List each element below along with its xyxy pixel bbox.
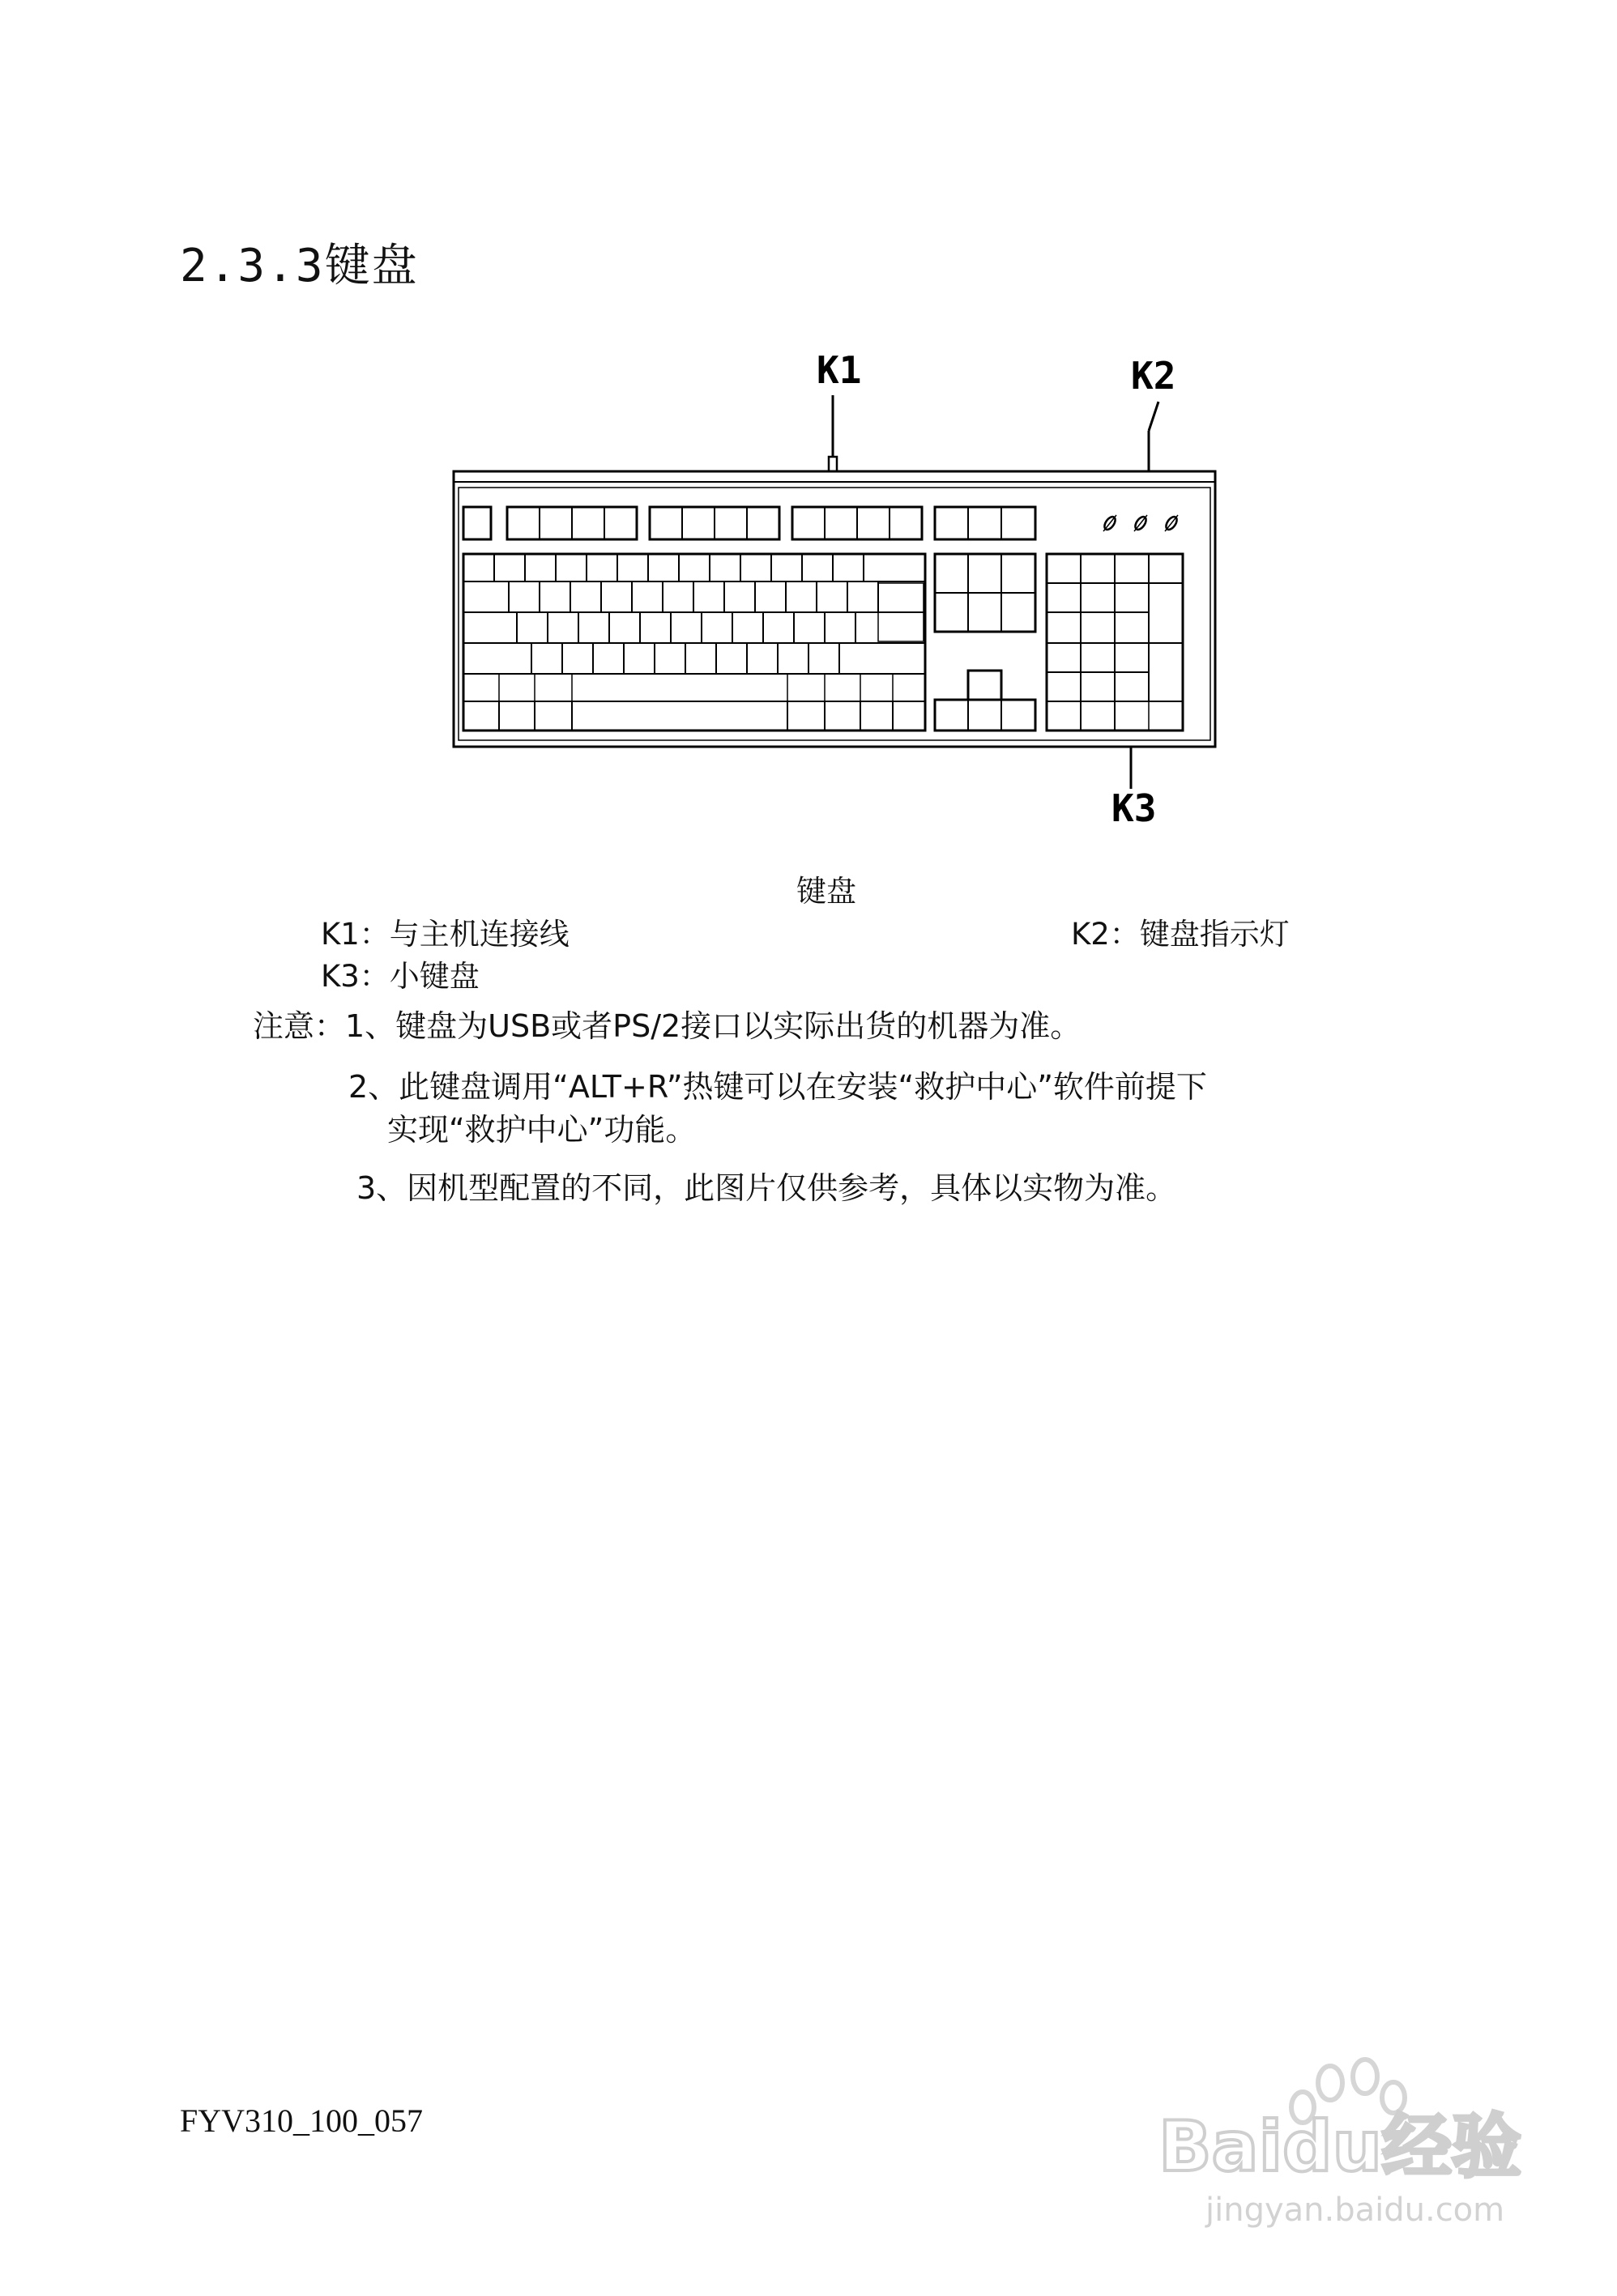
document-code: FYV310_100_057 — [180, 2102, 424, 2139]
watermark-brand: Baidu经验 — [1158, 2106, 1521, 2187]
note-1: 注意：1、键盘为USB或者PS/2接口以实际出货的机器为准。 — [253, 1008, 1082, 1044]
watermark-url: jingyan.baidu.com — [1205, 2192, 1505, 2229]
keyboard-diagram — [421, 348, 1320, 850]
note-3: 3、因机型配置的不同，此图片仅供参考，具体以实物为准。 — [356, 1170, 1177, 1206]
figure-caption: 键盘 — [796, 874, 856, 909]
baidu-watermark-logo — [1142, 2049, 1531, 2235]
callout-k1-label: K1 — [817, 348, 862, 392]
section-title: 2.3.3键盘 — [180, 240, 419, 292]
k1-cable-connector — [829, 457, 837, 471]
keyboard-body — [454, 471, 1215, 747]
callout-k2-label: K2 — [1131, 354, 1176, 398]
keyboard-figure — [421, 348, 1320, 850]
baidu-watermark — [1142, 2049, 1531, 2235]
legend-k2: K2：键盘指示灯 — [1071, 917, 1290, 952]
legend-k1: K1：与主机连接线 — [321, 917, 570, 952]
note-2-line-2: 实现“救护中心”功能。 — [387, 1112, 697, 1148]
k2-leader-line — [1149, 402, 1158, 431]
note-2-line-1: 2、此键盘调用“ALT+R”热键可以在安装“救护中心”软件前提下 — [348, 1069, 1207, 1105]
legend-k3: K3：小键盘 — [321, 959, 480, 994]
callout-k3-label: K3 — [1111, 786, 1157, 830]
